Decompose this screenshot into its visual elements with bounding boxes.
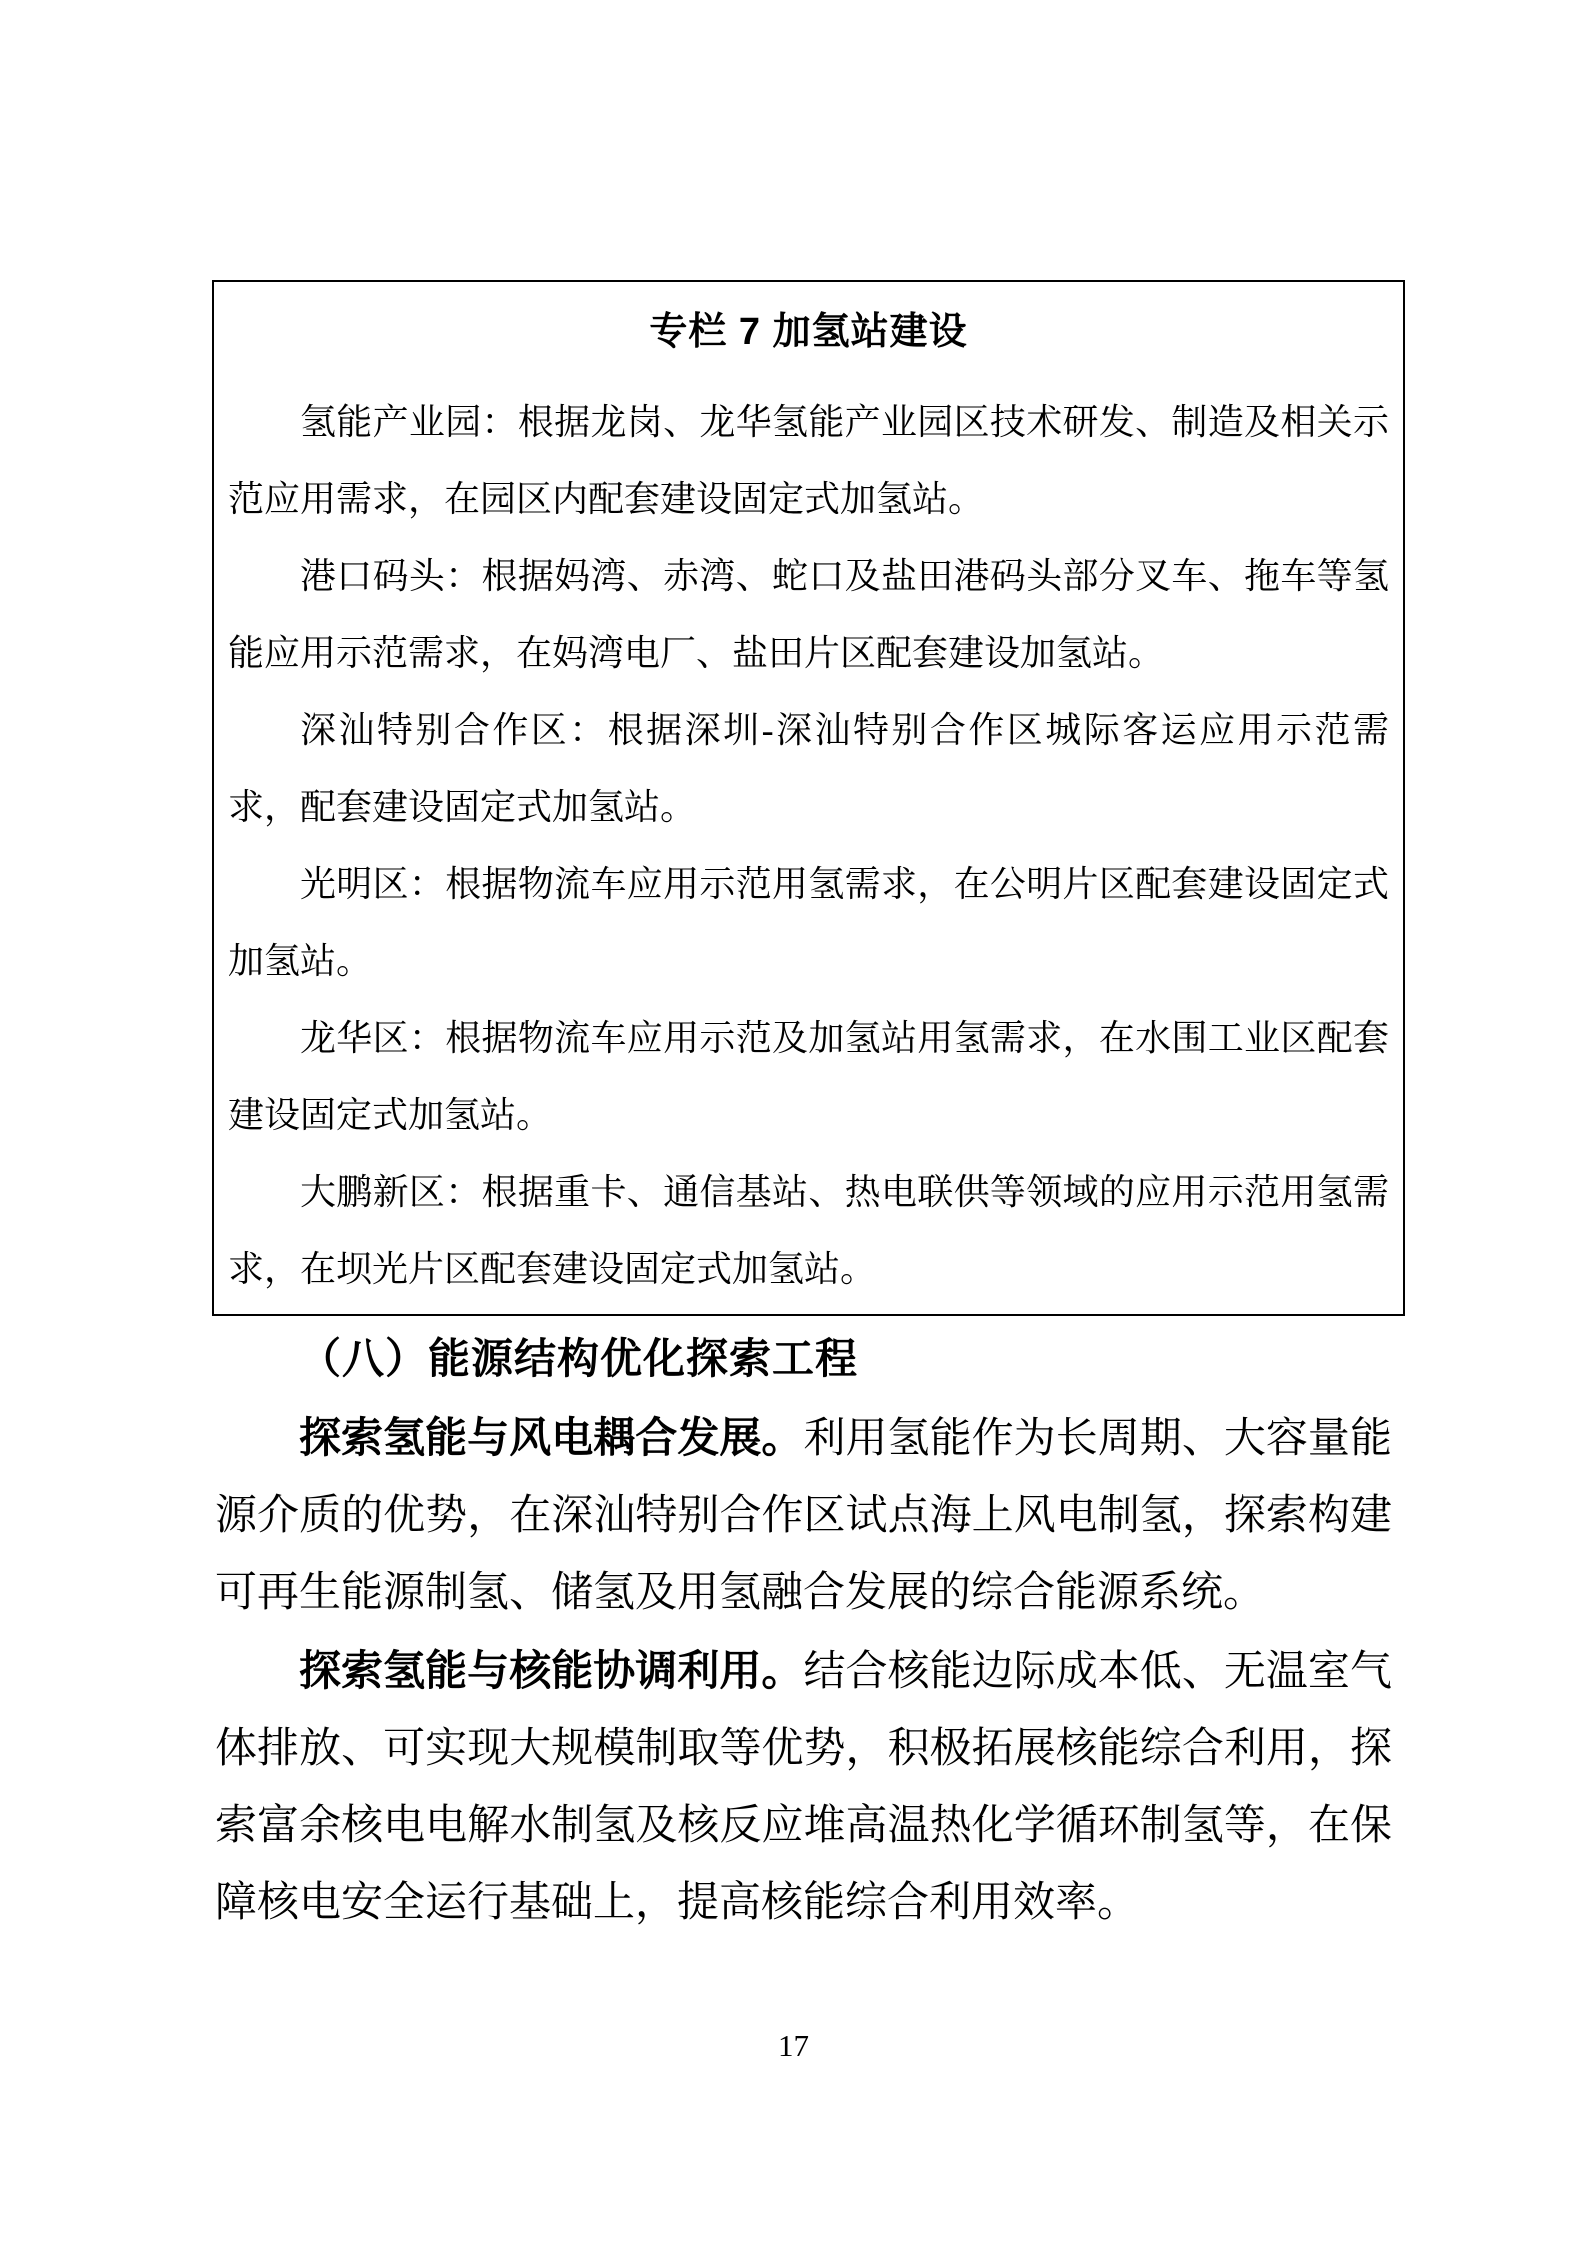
box-paragraph-hydrogen-park: 氢能产业园：根据龙岗、龙华氢能产业园区技术研发、制造及相关示范应用需求，在园区内配套建设固定式加氢站。	[228, 402, 1389, 519]
section-energy-structure	[215, 1322, 1392, 1942]
paragraph-lead-nuclear: 探索氢能与核能协调利用。	[299, 1649, 804, 1695]
box-paragraph-dapeng: 大鹏新区：根据重卡、通信基站、热电联供等领域的应用示范用氢需求，在坝光片区配套建设固定式加氢站。	[228, 1172, 1389, 1289]
paragraph-body-nuclear: 结合核能边际成本低、无温室气体排放、可实现大规模制取等优势，积极拓展核能综合利用，探索富余核电电解水制氢及核反应堆高温热化学循环制氢等，在保障核电安全运行基础上，提高核能综合利用效率。	[215, 1649, 1392, 1926]
box-paragraph-shenshan: 深汕特别合作区：根据深圳-深汕特别合作区城际客运应用示范需求，配套建设固定式加氢站。	[228, 710, 1389, 827]
box-paragraph-longhua: 龙华区：根据物流车应用示范及加氢站用氢需求，在水围工业区配套建设固定式加氢站。	[228, 1018, 1389, 1135]
body-paragraph-wind-power	[215, 1401, 1392, 1632]
section-heading: （八）能源结构优化探索工程	[299, 1337, 859, 1383]
callout-box-title: 专栏 7 加氢站建设	[649, 311, 968, 353]
paragraph-body-wind: 利用氢能作为长周期、大容量能源介质的优势，在深汕特别合作区试点海上风电制氢，探索构建可再生能源制氢、储氢及用氢融合发展的综合能源系统。	[215, 1416, 1392, 1616]
callout-box	[212, 280, 1405, 1316]
body-paragraph-nuclear	[215, 1634, 1392, 1942]
paragraph-lead-wind: 探索氢能与风电耦合发展。	[299, 1416, 804, 1462]
box-paragraph-guangming: 光明区：根据物流车应用示范用氢需求，在公明片区配套建设固定式加氢站。	[228, 864, 1389, 981]
page-number: 17	[778, 2028, 809, 2063]
box-paragraph-ports: 港口码头：根据妈湾、赤湾、蛇口及盐田港码头部分叉车、拖车等氢能应用示范需求，在妈湾电厂、盐田片区配套建设加氢站。	[228, 556, 1389, 673]
